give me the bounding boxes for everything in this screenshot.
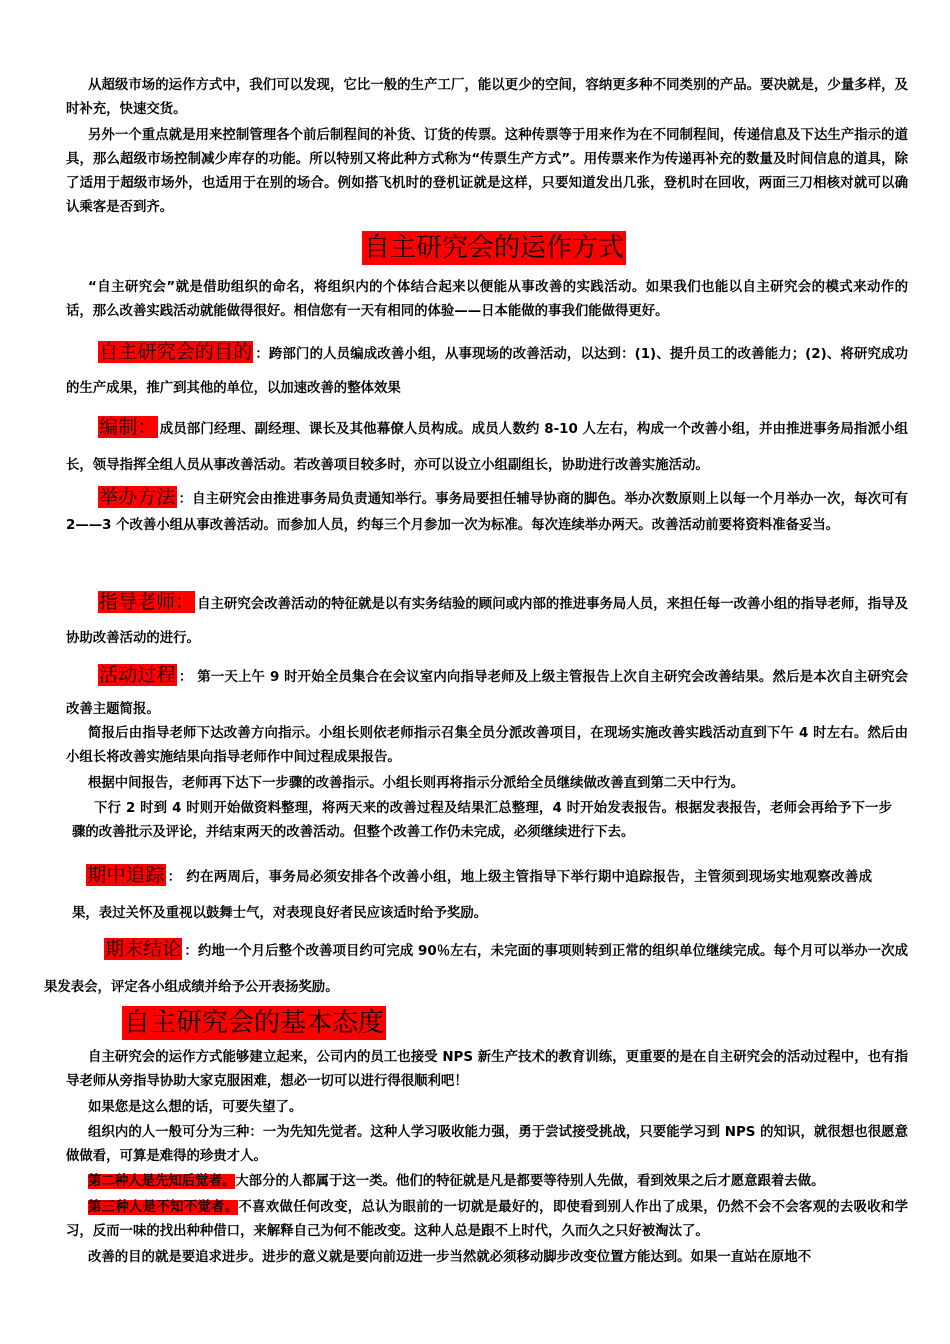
- heading-operation: 自主研究会的运作方式: [364, 233, 625, 263]
- label-method: 举办方法: [99, 486, 176, 508]
- paragraph-type-3: [66, 1196, 908, 1244]
- label-purpose: 自主研究会的目的: [99, 341, 253, 363]
- paragraph-kanban: 另外一个重点就是用来控制管理各个前后制程间的补货、订货的传票。这种传票等于用来作为在不同制程间，传递信息及下达生产指示的道具，那么超级市场控制减少库存的功能。所以特别又将此种方式称为“传票生产方式”。用传票来作为传递再补充的数量及时间信息的道具，除了适用于超级市场外，也适用于在别的场合。例如搭飞机时的登机证就是这样，只要知道发出几张，登机时在回收，两面三刀相核对就可以确认乘客是否到齐。: [66, 128, 908, 215]
- text-mentor: 自主研究会改善活动的特征就是以有实务结验的顾问或内部的推进事务局人员，来担任每一改善小组的指导老师，指导及协助改善活动的进行。: [66, 597, 908, 646]
- highlight-type-3: 第三种人是不知不觉者。: [88, 1200, 239, 1215]
- text-method: ：自主研究会由推进事务局负责通知举行。事务局要担任辅导协商的脚色。举办次数原则上以每一个月举办一次，每次可有 2——3 个改善小组从事改善活动。而参加人员，约每三个月参加一次为标准。每次连续举办两天。改善活动前要将资料准备妥当。: [66, 492, 908, 533]
- text-midterm: ： 约在两周后，事务局必须安排各个改善小组，地上级主管指导下举行期中追踪报告，主管须到现场实地观察改善成果，表过关怀及重视以鼓舞士气，对表现良好者民应该适时给予奖励。: [72, 870, 872, 921]
- text-type-2: 大部分的人都属于这一类。他们的特征就是凡是都要等待别人先做，看到效果之后才愿意跟着去做。: [235, 1174, 825, 1189]
- paragraph-attitude-1: 自主研究会的运作方式能够建立起来，公司内的员工也接受 NPS 新生产技术的教育训练，更重要的是在自主研究会的活动过程中，也有指导老师从旁指导协助大家克服困难，想必一切可以进行得很顺利吧！: [66, 1050, 908, 1089]
- paragraph-process-3: 根据中间报告，老师再下达下一步骤的改善指示。小组长则再将指示分派给全员继续做改善直到第二天中行为。: [88, 776, 745, 791]
- paragraph-process-4: 下行 2 时到 4 时则开始做资料整理，将两天来的改善过程及结果汇总整理，4 时开始发表报告。根据发表报告，老师会再给予下一步骤的改善批示及评论，并结束两天的改善活动。但整个改善工作仍未完成，必须继续进行下去。: [72, 801, 892, 840]
- heading-attitude: 自主研究会的基本态度: [124, 1008, 385, 1038]
- text-final: ：约地一个月后整个改善项目约可完成 90％左右，未完面的事项则转到正常的组织单位继续完成。每个月可以举办一次成果发表会，评定各小组成绩并给予公开表扬奖励。: [44, 944, 908, 995]
- section-method: [66, 486, 908, 539]
- section-purpose: [66, 338, 908, 406]
- highlight-type-2: 第二种人是先知后觉者。: [88, 1174, 236, 1189]
- text-type-3: 不喜欢做任何改变，总认为眼前的一切就是最好的，即使看到别人作出了成果，仍然不会不会客观的去吸收和学习，反而一味的找出种种借口，来解释自己为何不能改变。这种人总是跟不上时代，久而久之只好被淘汰了。: [66, 1200, 909, 1239]
- label-organization: 编制：: [99, 416, 157, 438]
- paragraph-definition: “自主研究会”就是借助组织的命名，将组织内的个体结合起来以便能从事改善的实践活动。如果我们也能以自主研究会的模式来动作的话，那么改善实践活动就能做得很好。相信您有一天有相同的体验——日本能做的事我们能做得更好。: [66, 280, 908, 319]
- text-organization: 成员部门经理、副经理、课长及其他幕僚人员构成。成员人数约 8-10 人左右，构成一个改善小组，并由推进事务局指派小组长，领导指挥全组人员从事改善活动。若改善项目较多时，亦可以设立小组副组长，协助进行改善实施活动。: [66, 422, 908, 473]
- section-midterm: [72, 860, 872, 932]
- text-process: ： 第一天上午 9 时开始全员集合在会议室内向指导老师及上级主管报告上次自主研究会改善结果。然后是本次自主研究会改善主题简报。: [66, 670, 908, 717]
- label-final: 期末结论: [105, 938, 182, 960]
- label-process: 活动过程: [99, 664, 176, 686]
- paragraph-type-2: [66, 1170, 908, 1194]
- section-final: [44, 934, 908, 1006]
- label-midterm: 期中追踪: [87, 864, 165, 886]
- section-process: [66, 662, 908, 726]
- text-purpose: ：跨部门的人员编成改善小组，从事现场的改善活动，以达到：(1)、提升员工的改善能力；(2)、将研究成功的生产成果，推广到其他的单位，以加速改善的整体效果: [66, 347, 908, 396]
- paragraph-supermarket: 从超级市场的运作方式中，我们可以发现，它比一般的生产工厂，能以更少的空间，容纳更多种不同类别的产品。要决就是，少量多样，及时补充，快速交货。: [66, 78, 908, 117]
- label-mentor: 指导老师：: [99, 591, 195, 613]
- section-organization: [66, 412, 908, 484]
- paragraph-attitude-2: 如果您是这么想的话，可要失望了。: [88, 1100, 303, 1115]
- paragraph-process-2: 简报后由指导老师下达改善方向指示。小组长则依老师指示召集全员分派改善项目，在现场实施改善实践活动直到下午 4 时左右。然后由小组长将改善实施结果向指导老师作中间过程成果报告。: [66, 726, 908, 765]
- section-mentor: [66, 588, 908, 656]
- paragraph-improvement: 改善的目的就是要追求进步。进步的意义就是要向前迈进一步当然就必须移动脚步改变位置方能达到。如果一直站在原地不: [88, 1250, 812, 1265]
- paragraph-three-types: 组织内的人一般可分为三种：一为先知先觉者。这种人学习吸收能力强，勇于尝试接受挑战，只要能学习到 NPS 的知识，就很想也很愿意做做看，可算是难得的珍贵才人。: [66, 1125, 908, 1164]
